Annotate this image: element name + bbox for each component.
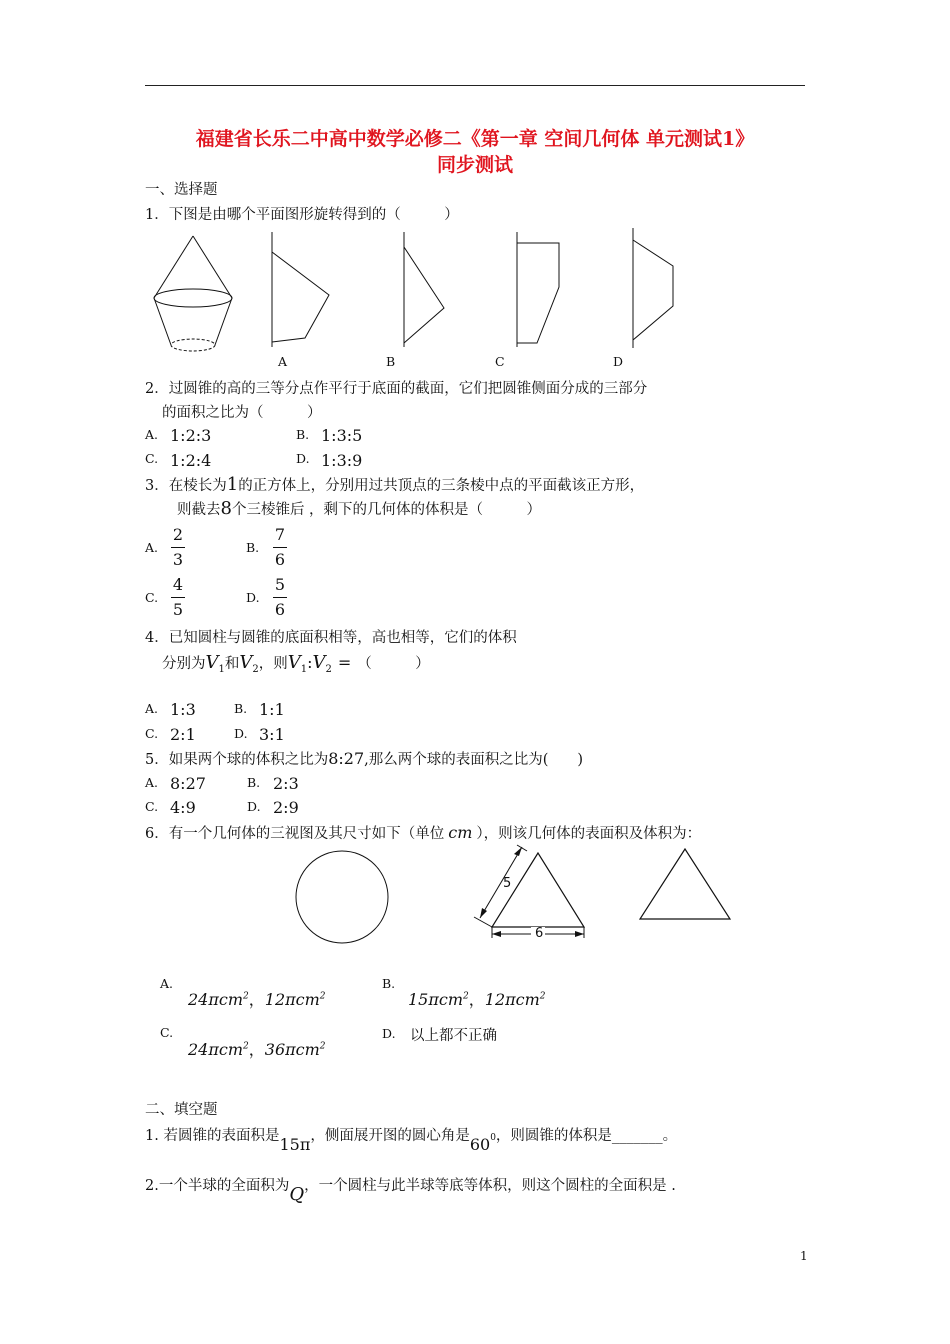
- q3-option-c-fraction: [171, 574, 185, 621]
- q4-v1-ratio: V: [287, 652, 301, 673]
- question-4-text: 4．已知圆柱与圆锥的底面积相等，高也相等，它们的体积: [145, 630, 517, 646]
- q6-top-view-circle: [295, 850, 390, 945]
- q3-option-a-fraction: [171, 524, 185, 571]
- q6-dimension-5: 5: [503, 876, 512, 891]
- document-title-line2: 同步测试: [436, 154, 513, 176]
- header-rule: [145, 85, 805, 86]
- question-6-text: [145, 822, 701, 843]
- q2-option-d-letter: D.: [296, 451, 310, 466]
- q4-colon: :: [307, 653, 313, 672]
- q3-option-c-denominator: 5: [172, 600, 184, 619]
- q6-option-c-letter: C.: [160, 1025, 174, 1040]
- question-3-text-cont: [177, 498, 541, 519]
- q6-option-a-letter: A.: [160, 976, 174, 991]
- q6-option-d-text: 以上都不正确: [410, 1028, 497, 1044]
- q4-option-b-value: 1:1: [259, 700, 285, 719]
- q4-v1-ratio-sub: 1: [300, 663, 308, 675]
- q4-text-then: ，则: [258, 656, 288, 672]
- q3-text-part3: 则截去: [177, 502, 221, 518]
- page-number: 1: [800, 1249, 808, 1263]
- q6-option-c-sup2: 2: [319, 1041, 326, 1052]
- section-heading-fill: 二、填空题: [145, 1102, 218, 1118]
- q2-option-b-letter: B.: [296, 427, 310, 442]
- q3-text-part4: 个三棱锥后 ，剩下的几何体的体积是（ ）: [231, 502, 542, 518]
- q6-unit: cm: [448, 823, 473, 842]
- q6-option-b-value: [408, 987, 546, 1010]
- f1-text-part2: ，侧面展开图的圆心角是: [310, 1128, 470, 1144]
- q3-edge-length: 1: [226, 474, 239, 495]
- q4-option-c-value: 2:1: [170, 725, 196, 744]
- document-title: 福建省长乐二中高中数学必修二《第一章 空间几何体 单元测试1》: [195, 128, 755, 150]
- q3-option-a-numerator: 2: [172, 525, 184, 544]
- q5-option-b-letter: B.: [247, 775, 261, 790]
- q5-text-part2: ,那么两个球的表面积之比为( ): [364, 752, 584, 768]
- f2-q: Q: [289, 1184, 305, 1205]
- q6-option-c-comma: ，: [248, 1040, 265, 1059]
- q3-option-b-numerator: 7: [274, 525, 286, 544]
- q4-v2-sub: 2: [252, 663, 259, 675]
- q1-label-b: B: [386, 354, 396, 369]
- question-1-text: 1．下图是由哪个平面图形旋转得到的（ ）: [145, 207, 459, 223]
- fill-question-1: [145, 1124, 678, 1154]
- q6-text-part2: ），则该几何体的表面积及体积为：: [476, 826, 702, 842]
- q6-option-b-comma: ，: [468, 990, 485, 1009]
- question-3-text: [145, 474, 644, 495]
- q1-option-c-shape: [512, 232, 572, 352]
- q1-label-a: A: [278, 354, 288, 369]
- q3-option-d-denominator: 6: [274, 600, 286, 619]
- q6-option-a-comma: ，: [248, 990, 265, 1009]
- q3-option-d-fraction: [273, 574, 287, 621]
- q6-option-a-volume: 12πcm: [264, 990, 320, 1009]
- q6-option-a-area: 24πcm: [188, 990, 244, 1009]
- q6-option-a-sup2: 2: [319, 991, 326, 1002]
- q4-option-d-letter: D.: [234, 726, 248, 741]
- q4-text-part1: 分别为: [162, 656, 206, 672]
- q6-side-view-triangle: [638, 847, 733, 922]
- f1-text-part1: 1. 若圆锥的表面积是: [145, 1128, 280, 1144]
- q6-option-c-sup1: 2: [243, 1041, 249, 1052]
- f1-text-part3: ，则圆锥的体积是_______。: [495, 1128, 678, 1144]
- f2-text-part1: 2.一个半球的全面积为: [145, 1178, 290, 1194]
- q5-option-a-letter: A.: [145, 775, 159, 790]
- q5-option-d-letter: D.: [247, 799, 261, 814]
- q5-option-a-value: 8:27: [170, 774, 206, 793]
- q5-ratio: 8:27: [328, 749, 365, 768]
- question-2-text-cont: 的面积之比为（ ）: [162, 405, 322, 421]
- q6-dimension-6: 6: [535, 926, 544, 941]
- q4-v1-sub: 1: [218, 663, 225, 675]
- q4-v2-ratio-sub: 2: [325, 663, 332, 675]
- q6-option-b-sup1: 2: [463, 991, 469, 1002]
- q2-option-c-letter: C.: [145, 451, 159, 466]
- q6-option-a-sup1: 2: [243, 991, 249, 1002]
- q3-option-a-letter: A.: [145, 540, 159, 555]
- q6-option-a-value: [188, 987, 326, 1010]
- q3-text-part1: 3．在棱长为: [145, 478, 227, 494]
- f1-surface-area: 15π: [279, 1135, 311, 1154]
- q3-option-b-fraction: [273, 524, 287, 571]
- q1-option-d-shape: [628, 228, 688, 353]
- q4-v2: V: [239, 652, 253, 673]
- q1-option-b-shape: [397, 232, 457, 352]
- q5-option-c-letter: C.: [145, 799, 159, 814]
- q6-option-c-value: [188, 1037, 326, 1060]
- q4-v1: V: [205, 652, 219, 673]
- question-2-text: 2．过圆锥的高的三等分点作平行于底面的截面，它们把圆锥侧面分成的三部分: [145, 381, 648, 397]
- q1-option-a-shape: [265, 232, 335, 352]
- f2-text-part2: ，一个圆柱与此半球等底等体积，则这个圆柱的全面积是 .: [304, 1178, 676, 1194]
- q1-label-d: D: [613, 354, 624, 369]
- q4-equals: =: [337, 653, 352, 672]
- q5-option-c-value: 4:9: [170, 798, 196, 817]
- q6-option-b-sup2: 2: [539, 991, 546, 1002]
- q2-option-d-value: 1:3:9: [321, 451, 363, 470]
- q6-option-b-volume: 12πcm: [484, 990, 540, 1009]
- q6-option-b-letter: B.: [382, 976, 396, 991]
- q2-option-a-value: 1:2:3: [170, 426, 212, 445]
- q3-option-c-letter: C.: [145, 590, 159, 605]
- fill-question-2: [145, 1174, 676, 1205]
- q6-option-d-letter: D.: [382, 1026, 396, 1041]
- q2-option-b-value: 1:3:5: [321, 426, 363, 445]
- q3-option-d-numerator: 5: [274, 575, 286, 594]
- q4-option-a-letter: A.: [145, 701, 159, 716]
- q3-option-b-denominator: 6: [274, 550, 286, 569]
- question-5-text: [145, 748, 583, 769]
- q6-front-view-triangle: [470, 840, 595, 945]
- q2-option-c-value: 1:2:4: [170, 451, 212, 470]
- f1-angle: 60: [469, 1135, 491, 1154]
- q6-option-b-area: 15πcm: [408, 990, 464, 1009]
- q6-text-part1: 6．有一个几何体的三视图及其尺寸如下（单位: [145, 826, 445, 842]
- q4-text-and: 和: [224, 656, 240, 672]
- q1-solid-figure: [150, 232, 240, 357]
- q4-paren: （ ）: [357, 656, 430, 672]
- q4-option-a-value: 1:3: [170, 700, 196, 719]
- q3-option-b-letter: B.: [246, 540, 260, 555]
- q4-option-d-value: 3:1: [259, 725, 285, 744]
- q6-option-c-volume: 36πcm: [264, 1040, 320, 1059]
- q3-text-part2: 的正方体上，分别用过共顶点的三条棱中点的平面截该正方形，: [238, 478, 645, 494]
- q4-option-b-letter: B.: [234, 701, 248, 716]
- section-heading-choice: 一、选择题: [145, 182, 218, 198]
- q3-option-c-numerator: 4: [172, 575, 184, 594]
- question-4-text-cont: [162, 652, 430, 675]
- q5-option-b-value: 2:3: [273, 774, 299, 793]
- q5-text-part1: 5．如果两个球的体积之比为: [145, 752, 329, 768]
- q5-option-d-value: 2:9: [273, 798, 299, 817]
- q3-option-a-denominator: 3: [172, 550, 184, 569]
- q6-option-c-area: 24πcm: [188, 1040, 244, 1059]
- q4-option-c-letter: C.: [145, 726, 159, 741]
- q1-label-c: C: [495, 354, 505, 369]
- q4-v2-ratio: V: [312, 652, 326, 673]
- q3-option-d-letter: D.: [246, 590, 260, 605]
- f1-degree: 0: [490, 1133, 496, 1144]
- q3-count: 8: [220, 498, 232, 519]
- q2-option-a-letter: A.: [145, 427, 159, 442]
